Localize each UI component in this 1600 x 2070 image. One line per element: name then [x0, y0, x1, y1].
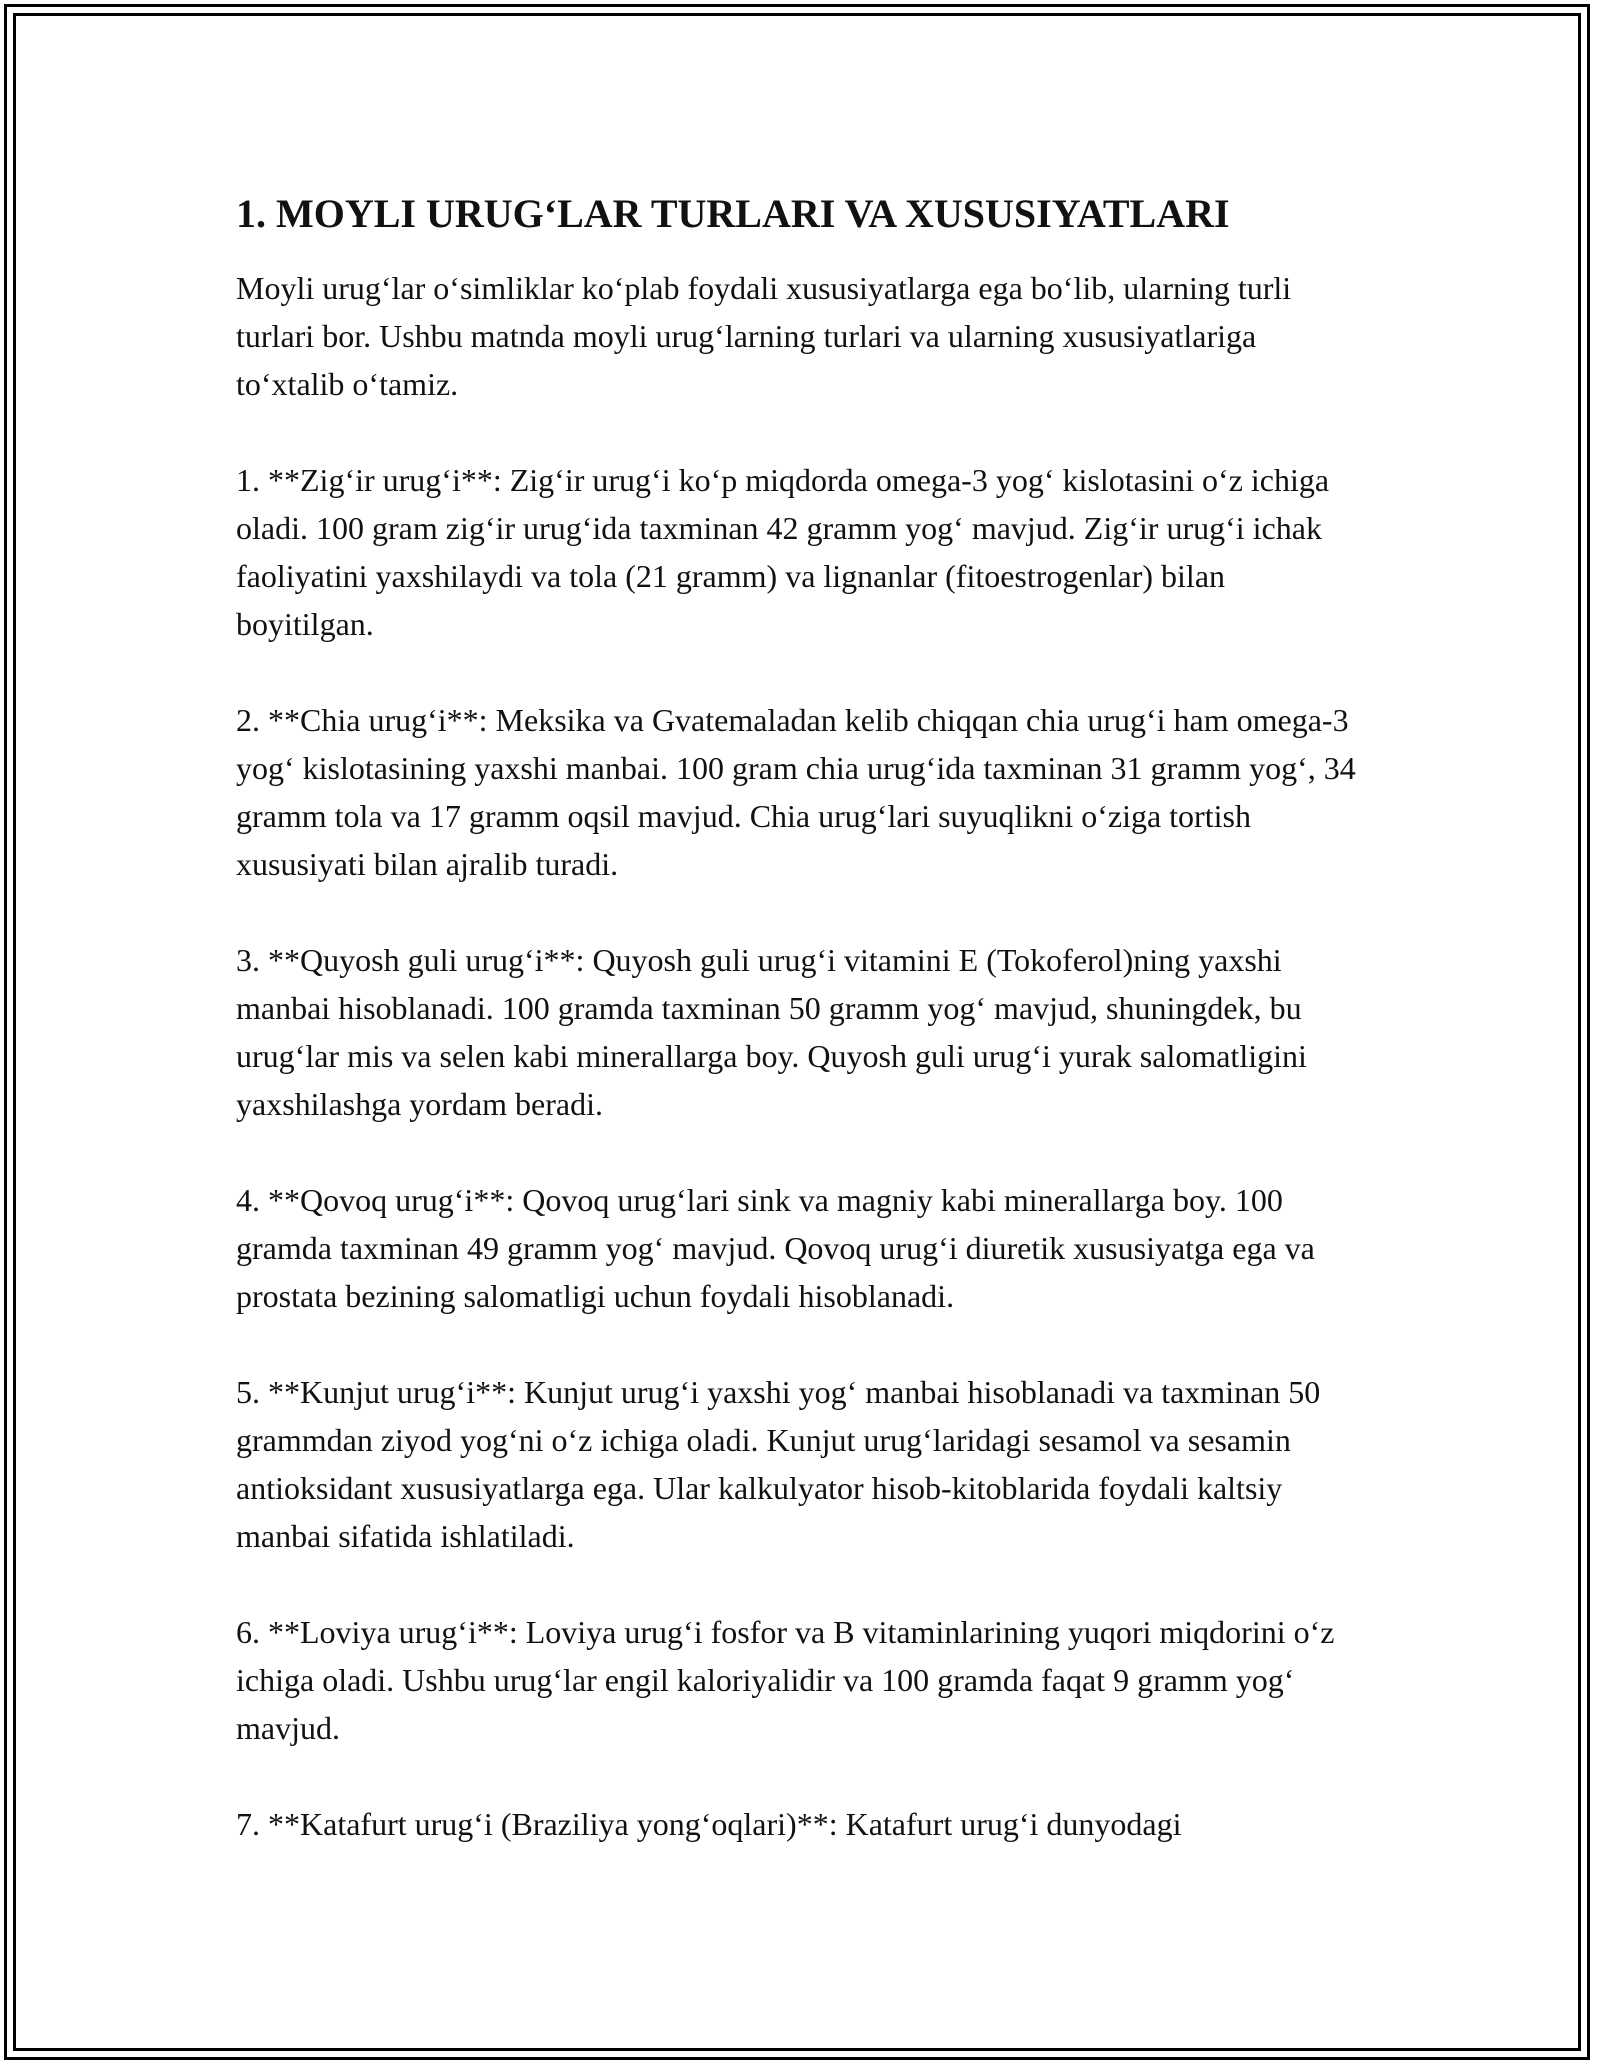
paragraph-loviya: 6. **Loviya urug‘i**: Loviya urug‘i fosfor va B vitaminlarining yuqori miqdorini o‘z ichiga oladi. Ushbu urug‘lar engil kaloriyalidir va 100 gramda faqat 9 gramm yog‘ mavjud.	[236, 1614, 1335, 1746]
intro-paragraph: Moyli urug‘lar o‘simliklar ko‘plab foydali xususiyatlarga ega bo‘lib, ularning turli turlari bor. Ushbu matnda moyli urug‘larning turlari va ularning xususiyatlariga to‘xtalib o‘tamiz.	[236, 270, 1292, 402]
paragraph-katafurt: 7. **Katafurt urug‘i (Braziliya yong‘oqlari)**: Katafurt urug‘i dunyodagi	[236, 1806, 1182, 1842]
paragraph-kunjut: 5. **Kunjut urug‘i**: Kunjut urug‘i yaxshi yog‘ manbai hisoblanadi va taxminan 50 grammdan ziyod yog‘ni o‘z ichiga oladi. Kunjut urug‘laridagi sesamol va sesamin antioksidant xususiyatlarga ega. Ular kalkulyator hisob-kitoblarida foydali kaltsiy manbai sifatida ishlatiladi.	[236, 1374, 1321, 1554]
paragraph-zigir: 1. **Zig‘ir urug‘i**: Zig‘ir urug‘i ko‘p miqdorda omega-3 yog‘ kislotasini o‘z ichiga oladi. 100 gram zig‘ir urug‘ida taxminan 42 gramm yog‘ mavjud. Zig‘ir urug‘i ichak faoliyatini yaxshilaydi va tola (21 gramm) va lignanlar (fitoestrogenlar) bilan boyitilgan.	[236, 462, 1330, 642]
paragraph-quyosh-guli: 3. **Quyosh guli urug‘i**: Quyosh guli urug‘i vitamini E (Tokoferol)ning yaxshi manbai hisoblanadi. 100 gramda taxminan 50 gramm yog‘ mavjud, shuningdek, bu urug‘lar mis va selen kabi minerallarga boy. Quyosh guli urug‘i yurak salomatligini yaxshilashga yordam beradi.	[236, 942, 1307, 1122]
paragraph-chia: 2. **Chia urug‘i**: Meksika va Gvatemaladan kelib chiqqan chia urug‘i ham omega-3 yog‘ kislotasining yaxshi manbai. 100 gram chia urug‘ida taxminan 31 gramm yog‘, 34 gramm tola va 17 gramm oqsil mavjud. Chia urug‘lari suyuqlikni o‘ziga tortish xususiyati bilan ajralib turadi.	[236, 702, 1356, 882]
paragraph-qovoq: 4. **Qovoq urug‘i**: Qovoq urug‘lari sink va magniy kabi minerallarga boy. 100 gramda taxminan 49 gramm yog‘ mavjud. Qovoq urug‘i diuretik xususiyatga ega va prostata bezining salomatligi uchun foydali hisoblanadi.	[236, 1182, 1315, 1314]
section-title: 1. MOYLI URUG‘LAR TURLARI VA XUSUSIYATLARI	[236, 191, 1230, 236]
document-body	[236, 180, 1366, 1896]
